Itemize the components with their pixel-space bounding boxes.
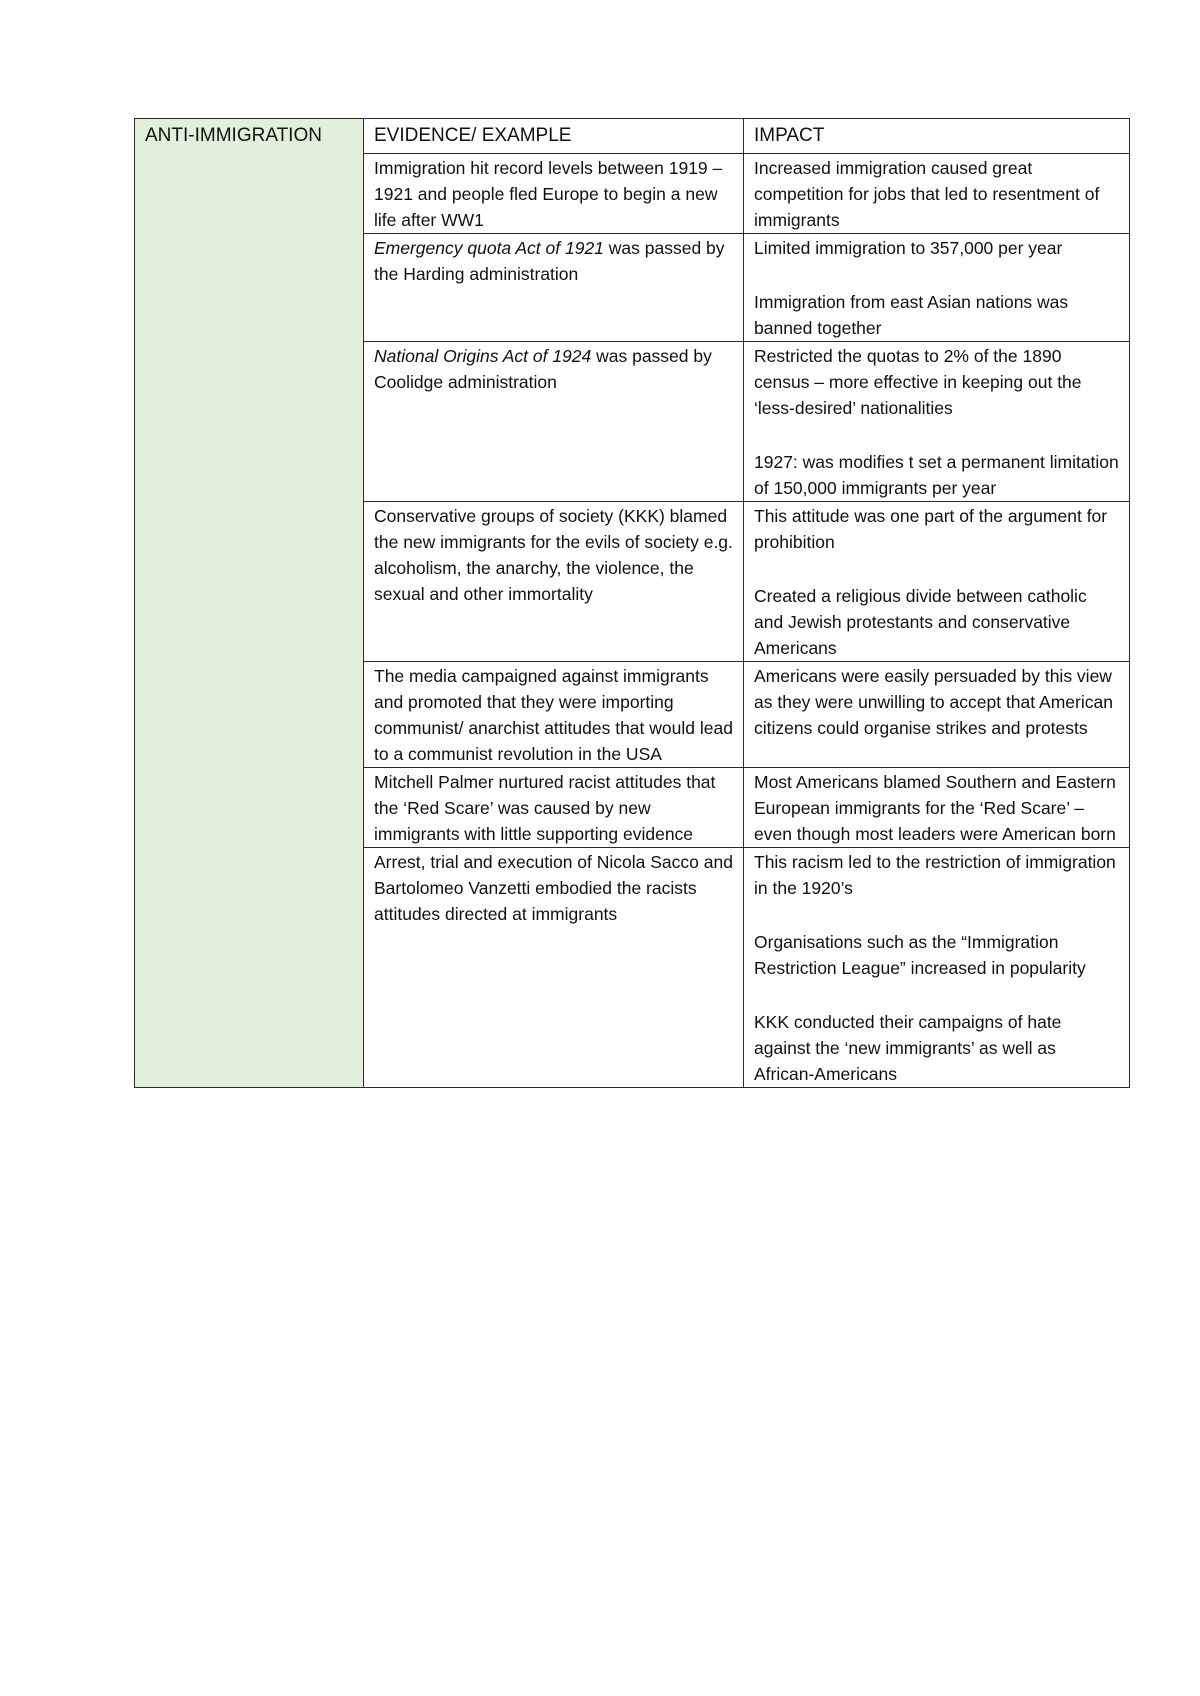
evidence-cell: Mitchell Palmer nurtured racist attitudes that the ‘Red Scare’ was caused by new immigrants with little supporting evidence <box>364 768 744 848</box>
category-label: ANTI-IMMIGRATION <box>145 125 322 146</box>
evidence-cell: Immigration hit record levels between 1919 – 1921 and people fled Europe to begin a new life after WW1 <box>364 154 744 234</box>
act-title: National Origins Act of 1924 <box>374 346 592 366</box>
evidence-cell: The media campaigned against immigrants and promoted that they were importing communist/ anarchist attitudes that would lead to a communist revolution in the USA <box>364 662 744 768</box>
evidence-cell: Arrest, trial and execution of Nicola Sacco and Bartolomeo Vanzetti embodied the racists attitudes directed at immigrants <box>364 848 744 1088</box>
impact-cell: Restricted the quotas to 2% of the 1890 census – more effective in keeping out the ‘less-desired’ nationalities 1927: was modifies t set a permanent limitation of 150,000 immigrants per year <box>744 342 1130 502</box>
evidence-cell: Emergency quota Act of 1921 was passed by the Harding administration <box>364 234 744 342</box>
impact-cell: Limited immigration to 357,000 per year Immigration from east Asian nations was banned together <box>744 234 1130 342</box>
category-cell <box>135 119 364 1088</box>
impact-cell: Most Americans blamed Southern and Eastern European immigrants for the ‘Red Scare’ – even though most leaders were American born <box>744 768 1130 848</box>
header-evidence: EVIDENCE/ EXAMPLE <box>364 119 744 154</box>
impact-cell: Americans were easily persuaded by this view as they were unwilling to accept that American citizens could organise strikes and protests <box>744 662 1130 768</box>
impact-cell: Increased immigration caused great competition for jobs that led to resentment of immigrants <box>744 154 1130 234</box>
anti-immigration-table <box>134 118 1130 1088</box>
evidence-cell: National Origins Act of 1924 was passed by Coolidge administration <box>364 342 744 502</box>
impact-cell: This attitude was one part of the argument for prohibition Created a religious divide between catholic and Jewish protestants and conservative Americans <box>744 502 1130 662</box>
table-header-row <box>135 119 1130 154</box>
impact-cell: This racism led to the restriction of immigration in the 1920’s Organisations such as the “Immigration Restriction League” increased in popularity KKK conducted their campaigns of hate against the ‘new immigrants’ as well as African-Americans <box>744 848 1130 1088</box>
evidence-cell: Conservative groups of society (KKK) blamed the new immigrants for the evils of society e.g. alcoholism, the anarchy, the violence, the sexual and other immortality <box>364 502 744 662</box>
act-title: Emergency quota Act of 1921 <box>374 238 604 258</box>
header-impact: IMPACT <box>744 119 1130 154</box>
